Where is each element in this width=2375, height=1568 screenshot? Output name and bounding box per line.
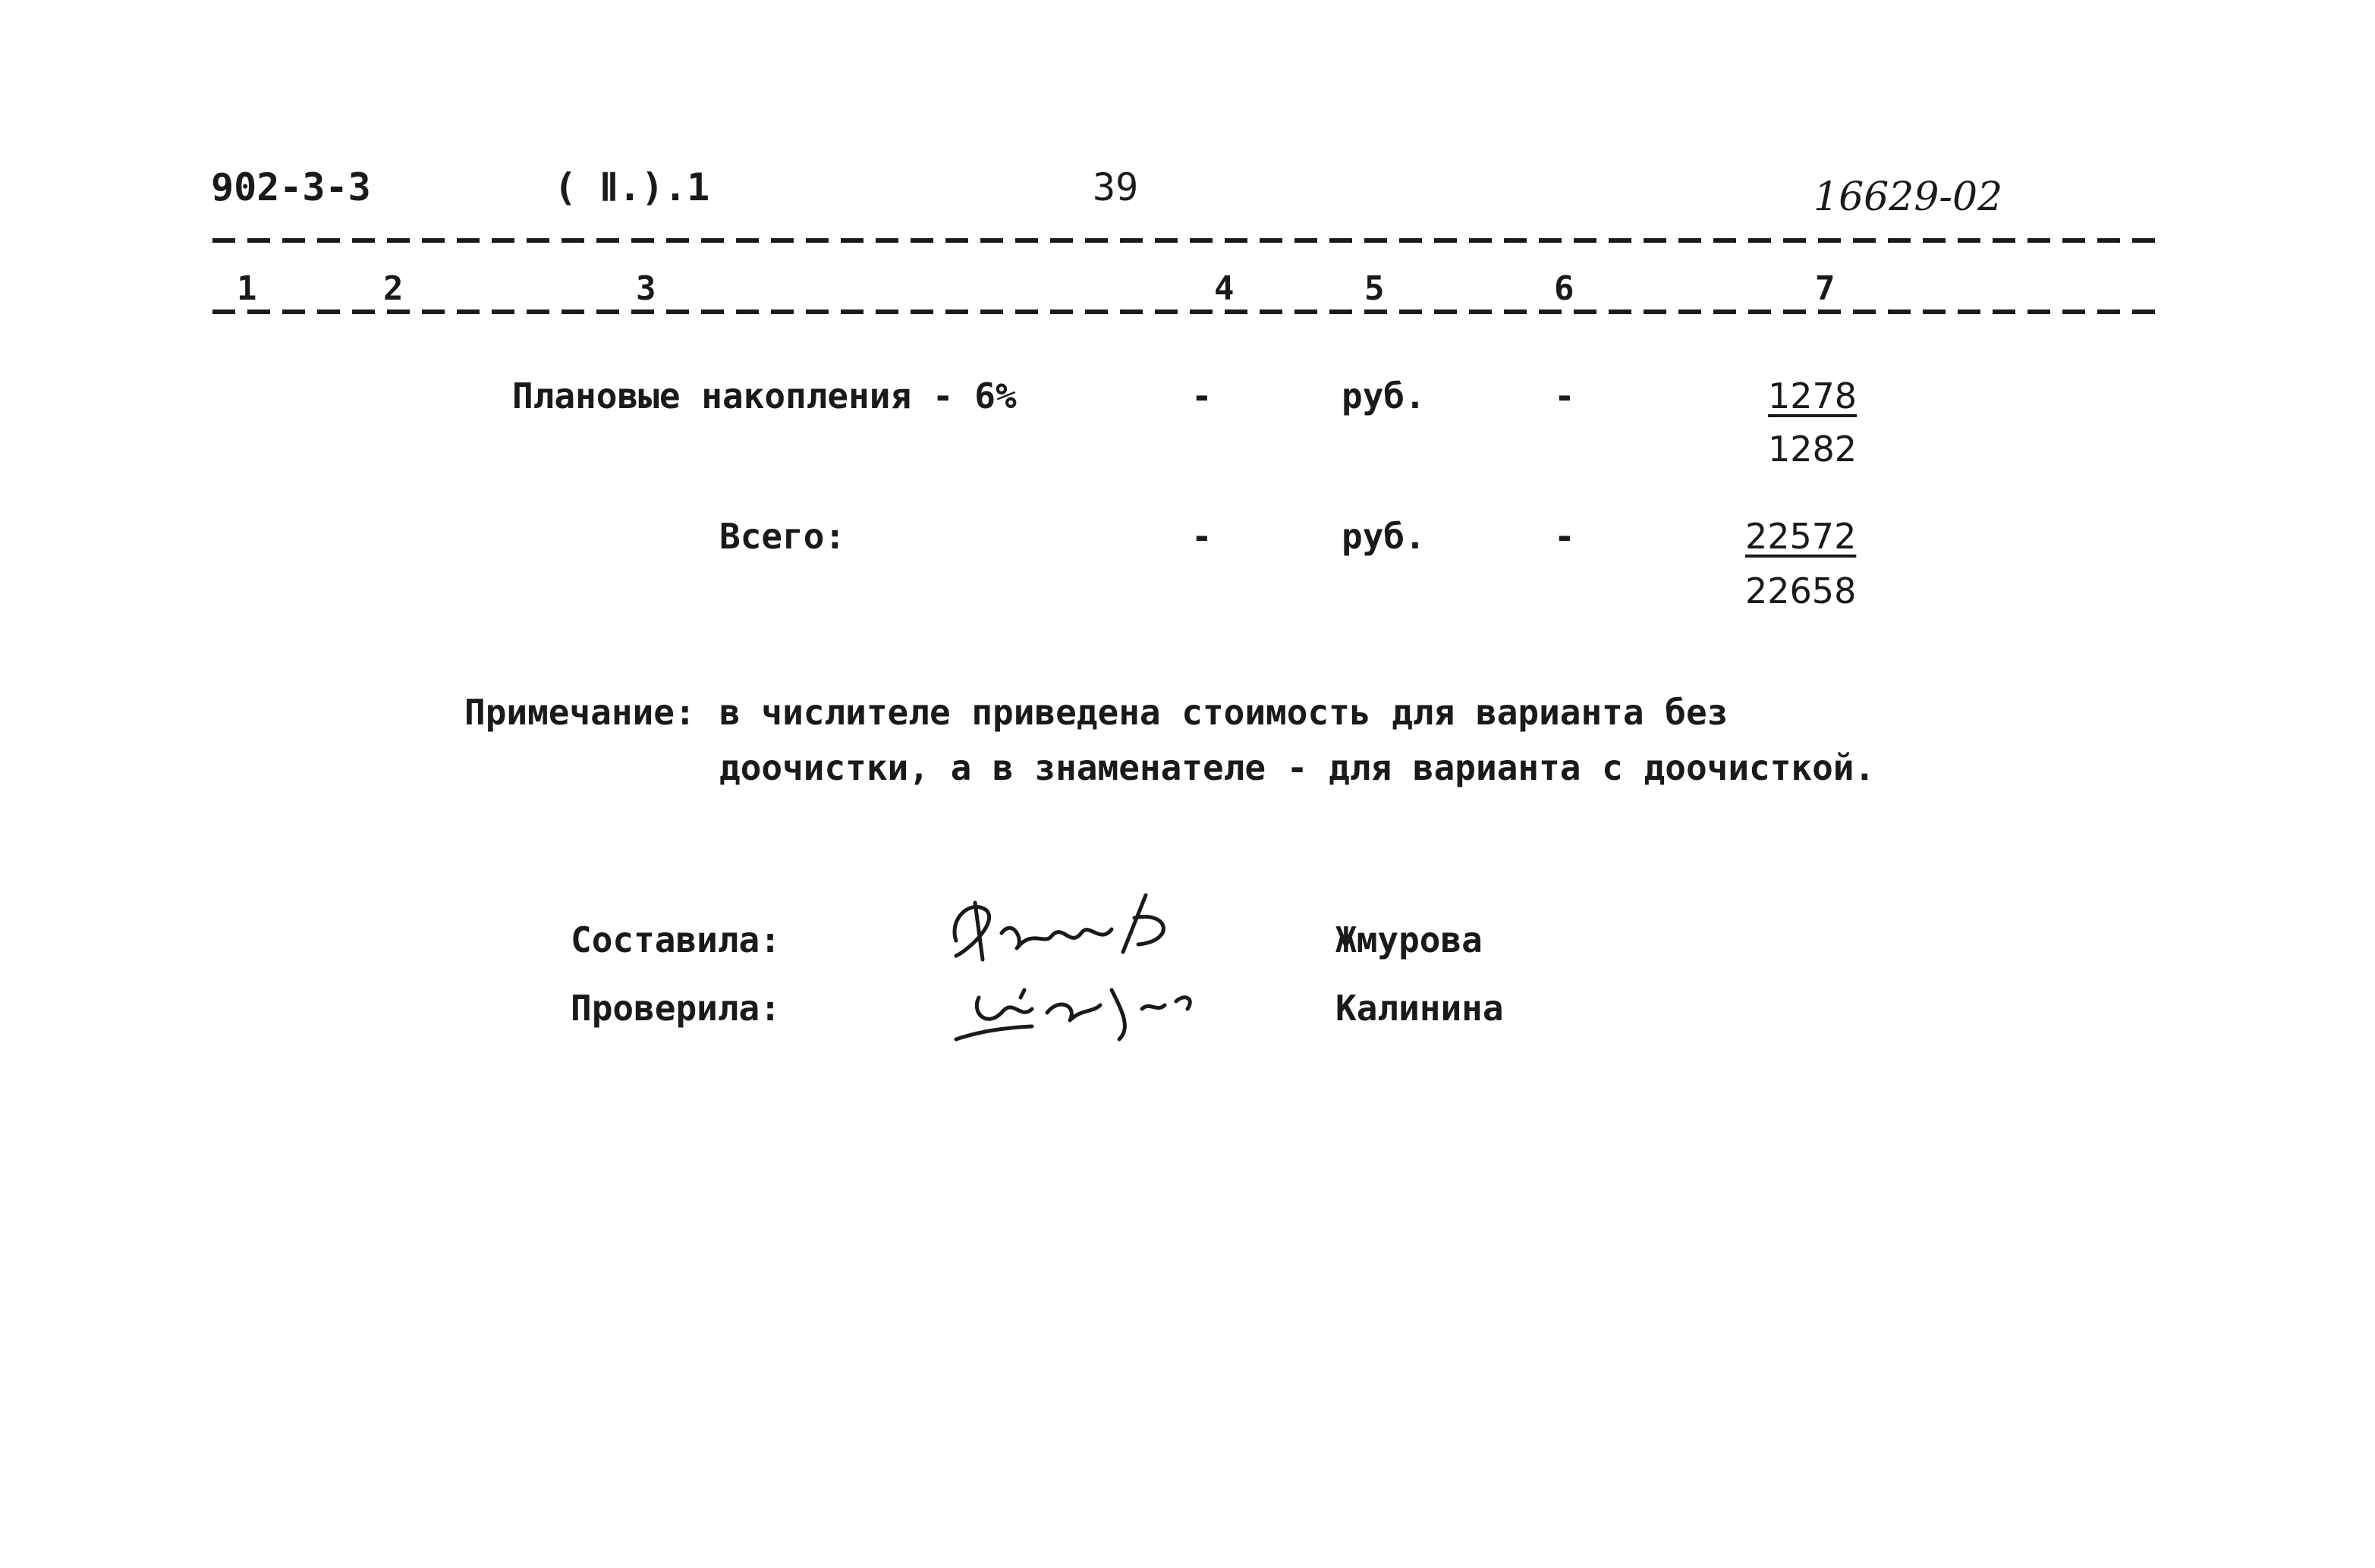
row-unit: руб. [1342,516,1426,557]
column-number-7: 7 [1815,269,1836,308]
compiled-signature [941,888,1184,971]
column-number-3: 3 [636,269,656,308]
row-col4-value: - [1191,516,1213,557]
column-number-6: 6 [1554,269,1574,308]
row-col4-value: - [1191,376,1213,416]
row-col6-value: - [1554,516,1575,557]
note-line-1: в числителе приведена стоимость для варианта без [719,692,1729,733]
section-marker: ( Ⅱ.).1 [554,165,710,209]
checked-signature [948,967,1222,1051]
row-value-denominator: 1282 [1768,429,1858,470]
column-number-1: 1 [237,269,257,308]
column-numbers-divider [212,310,2155,314]
header-divider [212,238,2155,243]
inventory-number: 16629-02 [1813,174,2003,220]
row-value-denominator: 22658 [1745,570,1857,611]
row-unit: руб. [1342,376,1426,416]
checked-by-label: Проверила: [571,988,781,1029]
compiled-by-label: Составила: [571,919,781,960]
column-number-5: 5 [1364,269,1385,308]
document-code: 902-3-3 [211,165,371,209]
checked-by-name: Калинина [1335,988,1504,1029]
row-label-total: Всего: [719,516,846,557]
page-number: 39 [1093,165,1139,209]
note-label: Примечание: [464,692,696,733]
note-line-2: доочистки, а в знаменателе - для варианта с доочисткой. [719,747,1876,788]
row-value-numerator: 1278 [1768,376,1858,416]
column-number-2: 2 [383,269,404,308]
row-col6-value: - [1554,376,1575,416]
row-label-planned-savings: Плановые накопления - 6% [512,376,1017,416]
column-number-4: 4 [1214,269,1235,308]
row-value-numerator: 22572 [1745,516,1857,557]
compiled-by-name: Жмурова [1335,919,1483,960]
